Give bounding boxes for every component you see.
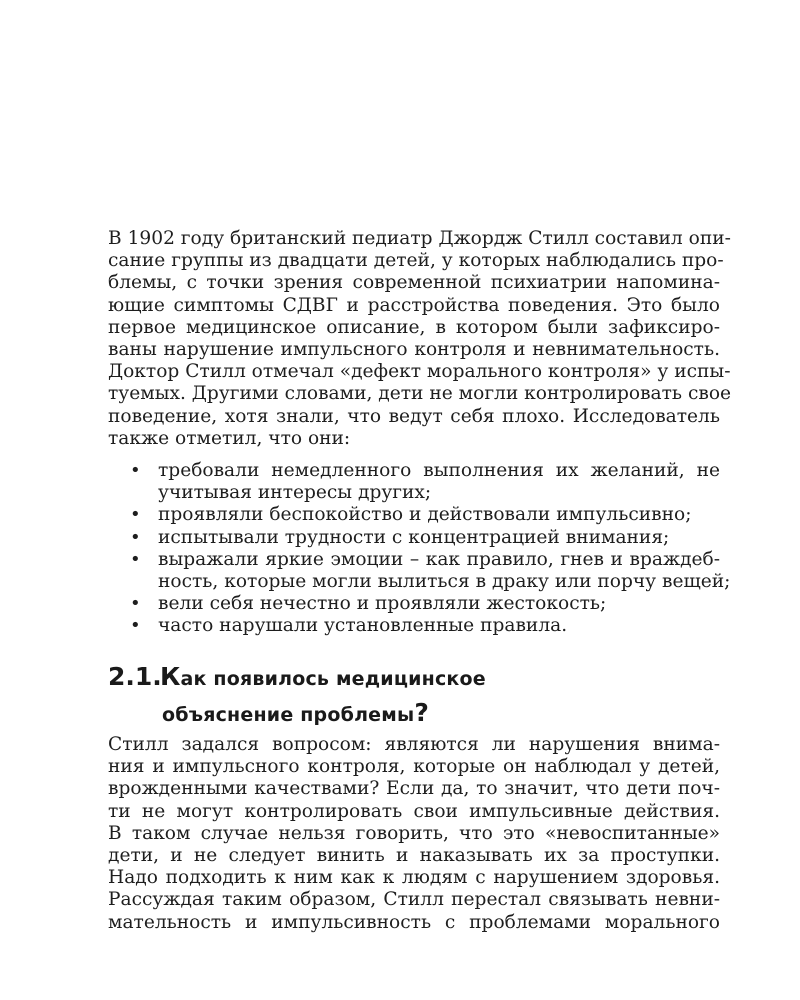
symptom-list [108, 460, 731, 638]
list-item [108, 615, 720, 637]
list-item [108, 593, 720, 615]
paragraph-line: ющие симптомы СДВГ и расстройства поведения. Это было [108, 294, 720, 316]
list-item-line: • часто нарушали установленные правила. [158, 615, 568, 637]
paragraph-line: ния и импульсного контроля, которые он наблюдал у детей, [108, 756, 720, 778]
section-title-line1: ак появилось медицинское [180, 668, 486, 690]
list-item-line: • вели себя нечестно и проявляли жестокость; [158, 593, 607, 615]
paragraph-line: Рассуждая таким образом, Стилл перестал связывать невни- [108, 889, 720, 911]
section-number: 2.1. [108, 662, 162, 691]
paragraph-line: сание группы из двадцати детей, у которых наблюдались про- [108, 250, 724, 272]
paragraph-line: В 1902 году британский педиатр Джордж Стилл составил опи- [108, 228, 731, 249]
paragraph-line: поведение, хотя знали, что ведут себя плохо. Исследователь [108, 405, 720, 427]
intro-paragraph [108, 228, 732, 638]
section-title-question-mark: ? [414, 698, 429, 727]
list-item-line: ность, которые могли вылиться в драку или порчу вещей; [158, 571, 731, 593]
paragraph-line: ваны нарушение импульсного контроля и невнимательность. [108, 339, 720, 361]
list-item [108, 460, 720, 504]
paragraph-line: В таком случае нельзя говорить, что это «невоспитанные» [108, 822, 720, 844]
section-title-initial: К [160, 662, 181, 691]
paragraph-line: блемы, с точки зрения современной психиатрии напомина- [108, 272, 720, 294]
list-item-line: учитывая интересы других; [158, 482, 432, 504]
paragraph-line: мательность и импульсивность с проблемами морального [108, 911, 720, 933]
list-item-line: • выражали яркие эмоции – как правило, гнев и враждеб- [158, 548, 720, 570]
paragraph-line: ти не могут контролировать свои импульсивные действия. [108, 800, 720, 822]
paragraph-line: также отметил, что они: [108, 427, 351, 449]
list-item-line: • проявляли беспокойство и действовали импульсивно; [158, 504, 692, 526]
list-item [108, 527, 720, 549]
paragraph-line: врожденными качествами? Если да, то значит, что дети поч- [108, 778, 720, 800]
list-item-line: • испытывали трудности с концентрацией внимания; [158, 526, 670, 548]
list-item [108, 548, 731, 593]
paragraph-line: первое медицинское описание, в котором были зафиксиро- [108, 316, 720, 338]
paragraph-line: туемых. Другими словами, дети не могли контролировать свое [108, 383, 732, 405]
paragraph-line: Стилл задался вопросом: являются ли нарушения внима- [108, 734, 720, 755]
paragraph-line: дети, и не следует винить и наказывать их за проступки. [108, 845, 720, 867]
paragraph-line: Надо подходить к ним как к людям с нарушением здоровья. [108, 867, 720, 889]
list-item [108, 504, 720, 526]
section-title-line2: объяснение проблемы [162, 704, 415, 726]
list-item-line: • требовали немедленного выполнения их желаний, не [158, 460, 720, 482]
section-paragraph [108, 734, 720, 934]
section-heading [108, 660, 720, 732]
paragraph-line: Доктор Стилл отмечал «дефект морального контроля» у испы- [108, 361, 731, 383]
